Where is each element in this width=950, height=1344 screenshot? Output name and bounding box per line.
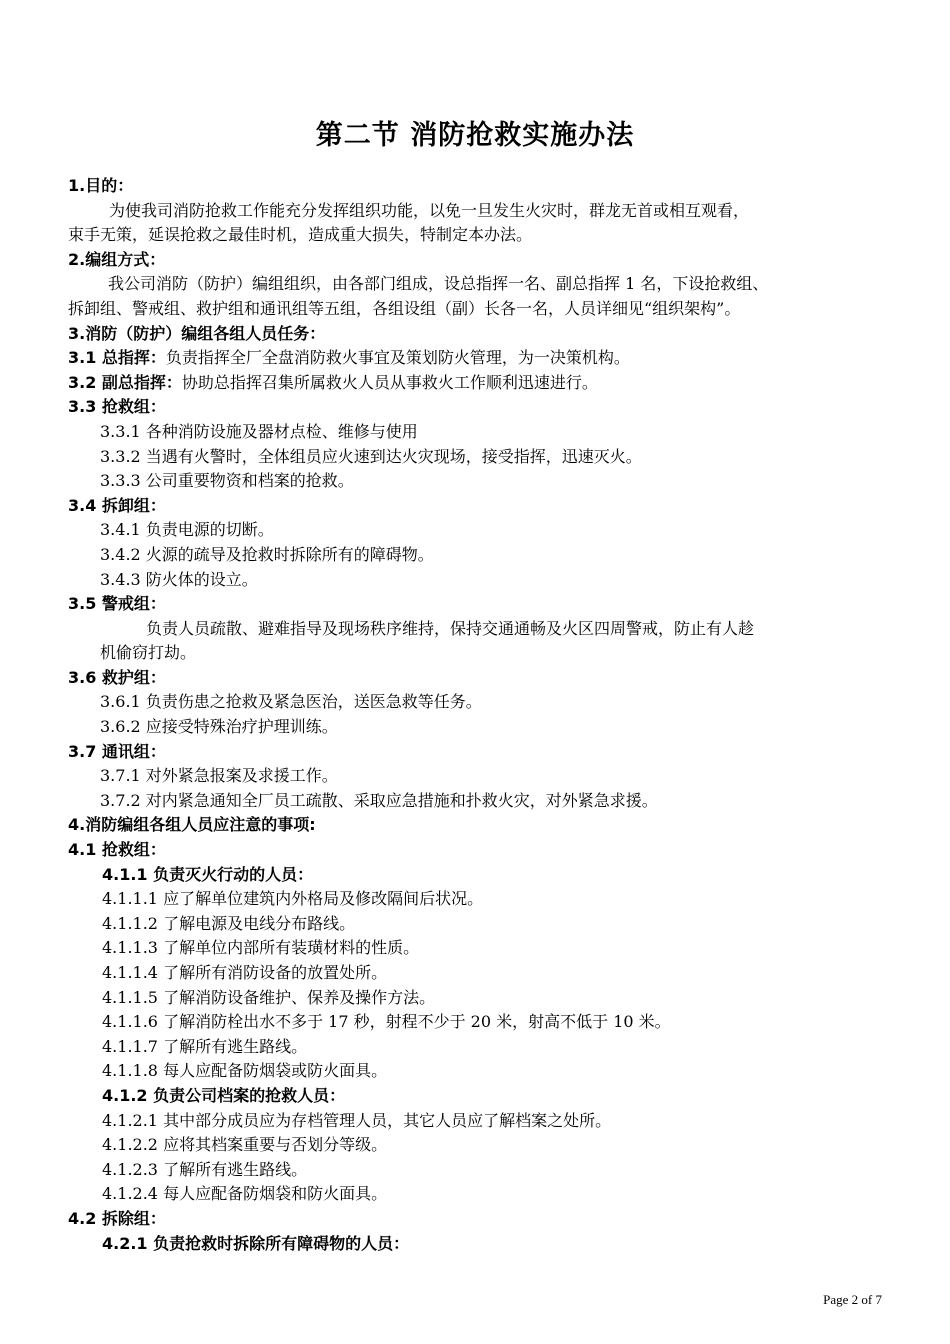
line-text: 拆卸组、警戒组、救护组和通讯组等五组，各组设组（副）长各一名，人员详细见“组织架构”。 <box>68 298 741 318</box>
text-line <box>68 690 898 715</box>
text-line <box>68 223 898 248</box>
line-text: 4.1.1.6 了解消防栓出水不多于 17 秒，射程不少于 20 米，射高不低于 10 米。 <box>102 1012 671 1032</box>
text-line <box>68 1207 898 1232</box>
line-heading: 3.1 总指挥： <box>68 348 166 368</box>
line-text: 3.3.1 各种消防设施及器材点检、维修与使用 <box>100 421 418 441</box>
line-text: 4.1.2.2 应将其档案重要与否划分等级。 <box>102 1135 388 1155</box>
text-line <box>68 887 898 912</box>
text-line <box>68 420 898 445</box>
line-text: 4.2.1 负责抢救时拆除所有障碍物的人员： <box>102 1233 410 1253</box>
line-text: 3.3.2 当遇有火警时，全体组员应火速到达火灾现场，接受指挥，迅速灭火。 <box>100 446 642 466</box>
text-line <box>68 395 898 420</box>
line-text: 3.消防（防护）编组各组人员任务： <box>68 323 326 343</box>
text-line <box>68 617 898 642</box>
line-text: 4.1.2.3 了解所有逃生路线。 <box>102 1159 308 1179</box>
line-text: 束手无策，延误抢救之最佳时机，造成重大损失，特制定本办法。 <box>68 225 533 245</box>
line-text: 3.7.2 对内紧急通知全厂员工疏散、采取应急措施和扑救火灾，对外紧急求援。 <box>100 790 658 810</box>
text-line <box>68 322 898 347</box>
text-line <box>68 346 898 371</box>
text-line <box>68 248 898 273</box>
text-line <box>68 1010 898 1035</box>
line-text: 为使我司消防抢救工作能充分发挥组织功能，以免一旦发生火灾时，群龙无首或相互观看， <box>109 200 750 220</box>
text-line <box>68 813 898 838</box>
line-text: 3.4.3 防火体的设立。 <box>100 569 258 589</box>
text-line <box>68 666 898 691</box>
line-text: 协助总指挥召集所属救火人员从事救火工作顺利迅速进行。 <box>181 372 598 392</box>
text-line <box>68 740 898 765</box>
text-line <box>68 1158 898 1183</box>
text-line <box>68 1182 898 1207</box>
line-text: 3.7.1 对外紧急报案及求援工作。 <box>100 766 338 786</box>
text-line <box>68 789 898 814</box>
text-line <box>68 592 898 617</box>
line-text: 4.1.1 负责灭火行动的人员： <box>102 864 314 884</box>
line-text: 3.3.3 公司重要物资和档案的抢救。 <box>100 471 354 491</box>
line-text: 4.2 拆除组： <box>68 1208 166 1228</box>
line-text: 2.编组方式： <box>68 249 166 269</box>
line-text: 4.1 抢救组： <box>68 840 166 860</box>
line-text: 3.3 抢救组： <box>68 397 166 417</box>
text-line <box>68 1084 898 1109</box>
text-line <box>68 838 898 863</box>
text-line <box>68 494 898 519</box>
text-line <box>68 445 898 470</box>
document-body <box>68 174 898 1256</box>
line-text: 负责人员疏散、避难指导及现场秩序维持，保持交通通畅及火区四周警戒，防止有人趁 <box>146 618 755 638</box>
text-line <box>68 543 898 568</box>
line-text: 3.4.2 火源的疏导及抢救时拆除所有的障碍物。 <box>100 544 434 564</box>
text-line <box>68 936 898 961</box>
line-text: 4.1.1.7 了解所有逃生路线。 <box>102 1036 308 1056</box>
line-text: 机偷窃打劫。 <box>100 643 197 663</box>
text-line <box>68 297 898 322</box>
text-line <box>68 641 898 666</box>
text-line <box>68 518 898 543</box>
line-text: 3.6.1 负责伤患之抢救及紧急医治，送医急救等任务。 <box>100 692 482 712</box>
text-line <box>68 715 898 740</box>
line-text: 负责指挥全厂全盘消防救火事宜及策划防火管理，为一决策机构。 <box>165 348 630 368</box>
text-line <box>68 912 898 937</box>
text-line <box>68 272 898 297</box>
line-text: 3.7 通讯组： <box>68 741 166 761</box>
text-line <box>68 371 898 396</box>
text-line <box>68 199 898 224</box>
text-line <box>68 1109 898 1134</box>
line-text: 4.1.1.8 每人应配备防烟袋或防火面具。 <box>102 1061 388 1081</box>
text-line <box>68 764 898 789</box>
page-number: Page 2 of 7 <box>823 1292 882 1307</box>
line-text: 3.6.2 应接受特殊治疗护理训练。 <box>100 717 338 737</box>
text-line <box>68 469 898 494</box>
text-line <box>68 863 898 888</box>
text-line <box>68 961 898 986</box>
line-text: 4.1.1.4 了解所有消防设备的放置处所。 <box>102 963 388 982</box>
text-line <box>68 1232 898 1257</box>
line-text: 3.5 警戒组： <box>68 594 166 614</box>
line-text: 4.1.2 负责公司档案的抢救人员： <box>102 1085 346 1105</box>
text-line <box>68 568 898 593</box>
text-line <box>68 174 898 199</box>
line-text: 4.1.2.4 每人应配备防烟袋和防火面具。 <box>102 1184 388 1204</box>
line-text: 4.1.1.5 了解消防设备维护、保养及操作方法。 <box>102 987 436 1007</box>
line-text: 4.1.1.3 了解单位内部所有装璜材料的性质。 <box>102 938 420 958</box>
line-text: 4.消防编组各组人员应注意的事项: <box>68 815 316 835</box>
line-text: 1.目的： <box>68 176 134 195</box>
line-text: 4.1.1.2 了解电源及电线分布路线。 <box>102 913 356 933</box>
text-line <box>68 1035 898 1060</box>
line-text: 3.4 拆卸组： <box>68 495 166 515</box>
text-line <box>68 1133 898 1158</box>
line-text: 4.1.1.1 应了解单位建筑内外格局及修改隔间后状况。 <box>102 889 484 909</box>
line-heading: 3.2 副总指挥： <box>68 372 182 392</box>
text-line <box>68 1059 898 1084</box>
page-title: 第二节 消防抢救实施办法 <box>315 120 635 151</box>
line-text: 4.1.2.1 其中部分成员应为存档管理人员，其它人员应了解档案之处所。 <box>102 1110 612 1130</box>
text-line <box>68 986 898 1011</box>
line-text: 3.6 救护组： <box>68 667 166 687</box>
line-text: 3.4.1 负责电源的切断。 <box>100 520 274 540</box>
line-text: 我公司消防（防护）编组组织，由各部门组成，设总指挥一名、副总指挥 1 名，下设抢救组、 <box>108 274 769 294</box>
